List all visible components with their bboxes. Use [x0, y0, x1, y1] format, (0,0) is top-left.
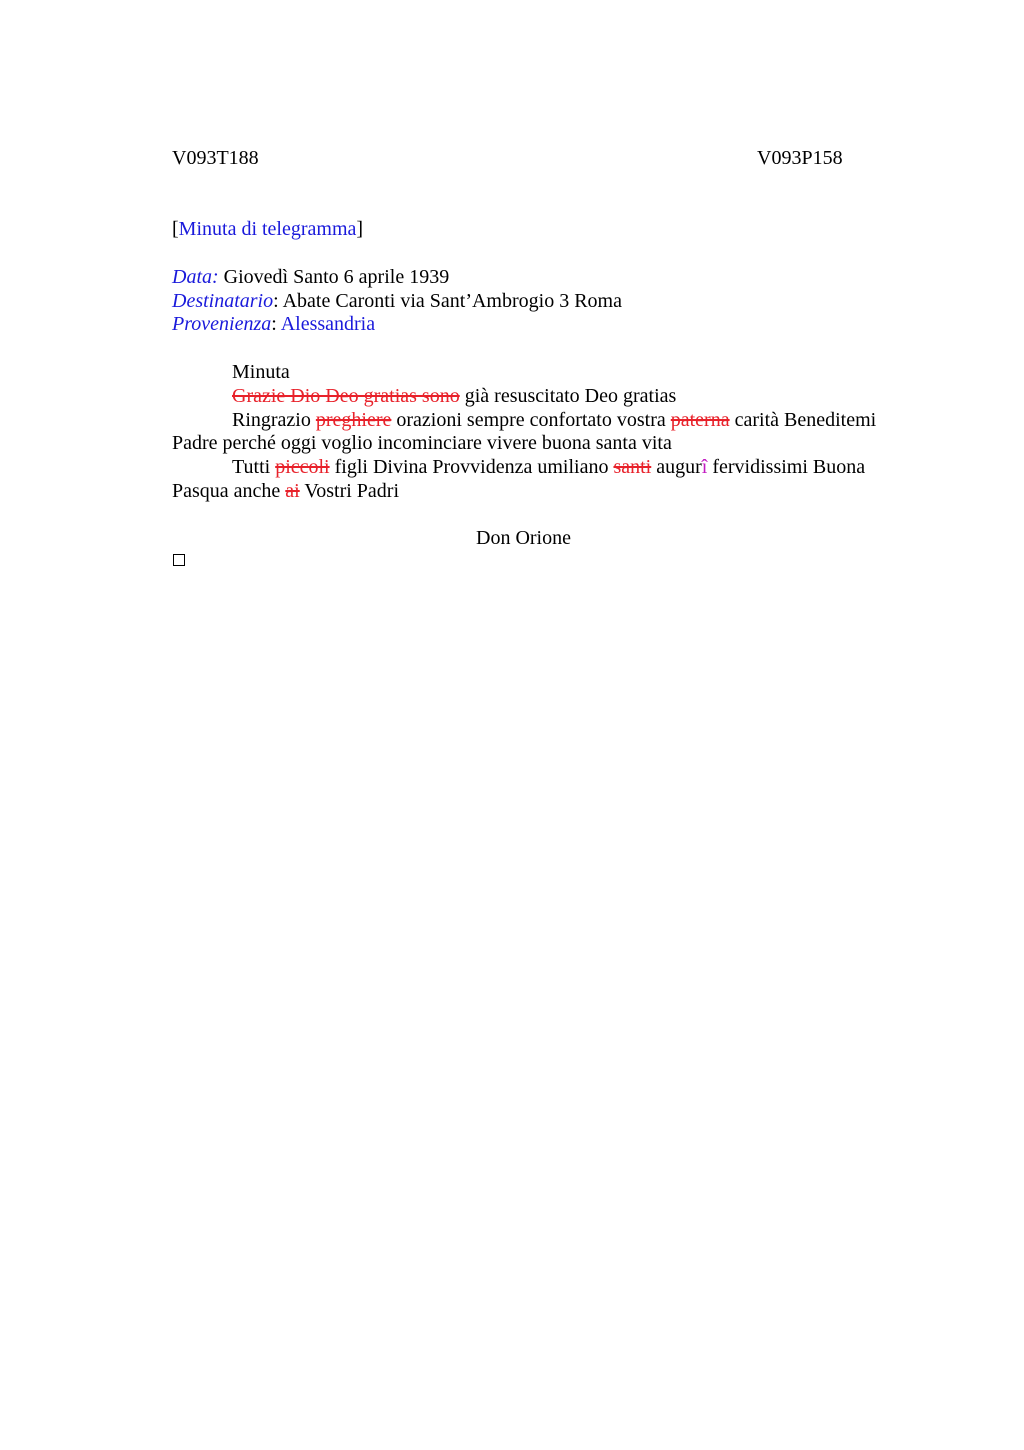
body-text: augur [656, 456, 702, 478]
body-line-3: Padre perché oggi voglio incominciare vivere buona santa vita [172, 432, 672, 454]
deleted-text: ai [285, 480, 300, 502]
meta-recipient-label: Destinatario [172, 290, 274, 312]
title-open-bracket: [ [172, 218, 179, 240]
title-close-bracket: ] [356, 218, 364, 240]
signature: Don Orione [476, 527, 571, 549]
body-text: Vostri Padri [304, 480, 400, 502]
inserted-text: î [701, 456, 708, 478]
body-text: Ringrazio [232, 409, 311, 431]
title-text: Minuta di telegramma [178, 218, 357, 240]
body-line-1 [232, 384, 676, 408]
meta-recipient-separator: : [273, 290, 279, 312]
meta-date-row [172, 265, 449, 289]
meta-origin-label: Provenienza [172, 313, 272, 335]
meta-recipient-value: Abate Caronti via Sant’Ambrogio 3 Roma [282, 290, 622, 312]
document-title [172, 217, 363, 241]
document-code-left: V093T188 [172, 147, 259, 169]
meta-recipient-row [172, 289, 622, 313]
meta-origin-value: Alessandria [280, 313, 376, 335]
document-code-right: V093P158 [757, 147, 843, 169]
deleted-text: Grazie Dio Deo gratias sono [232, 385, 460, 407]
body-line-5 [172, 479, 399, 503]
body-heading: Minuta [232, 361, 290, 383]
meta-date-value: Giovedì Santo 6 aprile 1939 [223, 266, 450, 288]
meta-origin-separator: : [271, 313, 277, 335]
deleted-text: preghiere [315, 409, 392, 431]
body-text: fervidissimi Buona [712, 456, 866, 478]
body-line-4 [232, 455, 865, 479]
meta-origin-row [172, 312, 375, 336]
deleted-text: piccoli [275, 456, 330, 478]
meta-date-label: Data: [172, 266, 219, 288]
end-marker-square-icon [173, 554, 185, 566]
deleted-text: santi [613, 456, 652, 478]
body-text: figli Divina Provvidenza umiliano [334, 456, 609, 478]
body-text: già resuscitato Deo gratias [464, 385, 677, 407]
body-text: Pasqua anche [172, 480, 281, 502]
body-text: carità Beneditemi [734, 409, 877, 431]
body-text: orazioni sempre confortato vostra [396, 409, 666, 431]
body-line-2 [232, 408, 876, 432]
deleted-text: paterna [670, 409, 730, 431]
body-text: Tutti [232, 456, 271, 478]
